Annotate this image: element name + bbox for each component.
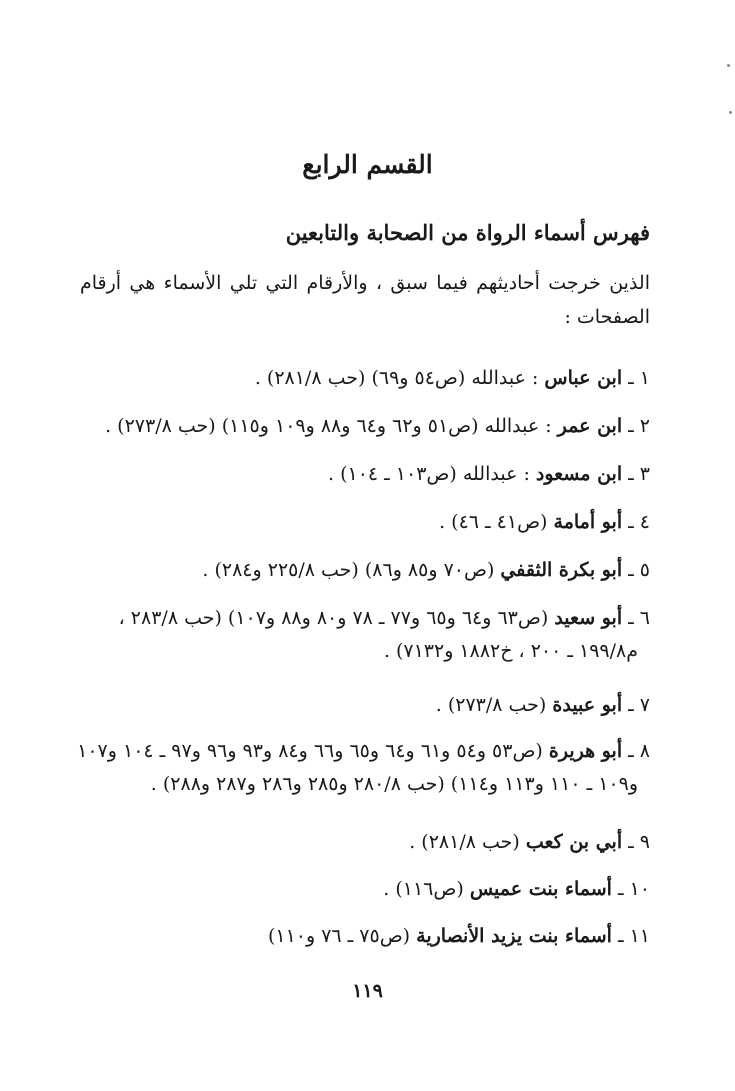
entry-number: ٨ ـ (628, 740, 650, 762)
list-item (70, 735, 650, 801)
section-title: القسم الرابع (302, 150, 433, 179)
list-item (70, 920, 650, 953)
entry-number: ٦ ـ (628, 607, 650, 629)
entry-number: ٩ ـ (628, 831, 650, 853)
entry-refs: (ص٥٣ و٥٤ و٦١ و٦٤ و٦٥ و٦٦ و٨٤ و٩٣ و٩٦ و٩٧ ـ ١٠٤ و١٠٧ (77, 740, 549, 762)
narrator-name: ابن عمر (557, 415, 623, 437)
entry-refs-continued: م١٩٩/٨ ـ ٢٠٠ ، خ١٨٨٢ و٧١٣٢) . (383, 640, 638, 662)
scan-speck (729, 111, 732, 114)
entry-refs: : عبدالله (ص٥٤ و٦٩) (حب ٢٨١/٨) . (254, 367, 545, 389)
narrator-name: ابن مسعود (535, 463, 623, 485)
entry-refs: : عبدالله (ص٥١ و٦٢ و٦٤ و٨٨ و١٠٩ و١١٥) (حب ٢٧٣/٨) . (105, 415, 558, 437)
entry-refs: (حب ٢٨١/٨) . (409, 831, 526, 853)
entry-refs: (ص١١٦) . (383, 878, 470, 900)
list-item (70, 689, 650, 722)
list-item (70, 362, 650, 395)
entry-refs: (ص٤١ ـ ٤٦) . (439, 511, 554, 533)
entry-refs: (ص٧٥ ـ ٧٦ و١١٠) (267, 925, 417, 947)
list-item (70, 506, 650, 539)
entry-number: ١١ ـ (617, 925, 650, 947)
narrator-name: أبو عبيدة (552, 694, 623, 716)
narrator-name: أبو بكرة الثقفي (500, 559, 623, 581)
list-item (70, 410, 650, 443)
narrator-name: ابن عباس (544, 367, 623, 389)
entry-refs: : عبدالله (ص١٠٣ ـ ١٠٤) . (328, 463, 536, 485)
entry-refs-continued: و١٠٩ ـ ١١٠ و١١٣ و١١٤) (حب ٢٨٠/٨ و٢٨٥ و٢٨٦ و٢٨٧ و٢٨٨) . (150, 773, 638, 795)
entry-number: ١٠ ـ (617, 878, 650, 900)
list-item (70, 458, 650, 491)
entry-refs: (ص٧٠ و٨٥ و٨٦) (حب ٢٢٥/٨ و٢٨٤) . (202, 559, 501, 581)
entry-number: ٧ ـ (628, 694, 650, 716)
scan-speck (727, 64, 730, 67)
entry-number: ٣ ـ (628, 463, 650, 485)
narrator-name: أبو سعيد (554, 607, 623, 629)
narrator-name: أسماء بنت عميس (469, 878, 612, 900)
narrator-name: أبي بن كعب (525, 831, 623, 853)
entry-number: ١ ـ (628, 367, 650, 389)
narrator-name: أبو أمامة (553, 511, 623, 533)
entry-number: ٢ ـ (628, 415, 650, 437)
narrator-name: أبو هريرة (548, 740, 623, 762)
list-item (70, 554, 650, 587)
entry-number: ٤ ـ (628, 511, 650, 533)
page-number: ١١٩ (352, 980, 383, 1002)
entry-number: ٥ ـ (628, 559, 650, 581)
list-item (70, 873, 650, 906)
intro-text: الذين خرجت أحاديثهم فيما سبق ، والأرقام التي تلي الأسماء هي أرقام الصفحات : (80, 272, 650, 328)
narrator-name: أسماء بنت يزيد الأنصارية (416, 925, 612, 947)
entry-refs: (ص٦٣ و٦٤ و٦٥ و٧٧ ـ ٧٨ و٨٠ و٨٨ و١٠٧) (حب ٢٨٣/٨ ، (118, 607, 555, 629)
entry-refs: (حب ٢٧٣/٨) . (435, 694, 553, 716)
list-item (70, 826, 650, 859)
list-item (70, 602, 650, 668)
index-title: فهرس أسماء الرواة من الصحابة والتابعين (285, 220, 650, 245)
